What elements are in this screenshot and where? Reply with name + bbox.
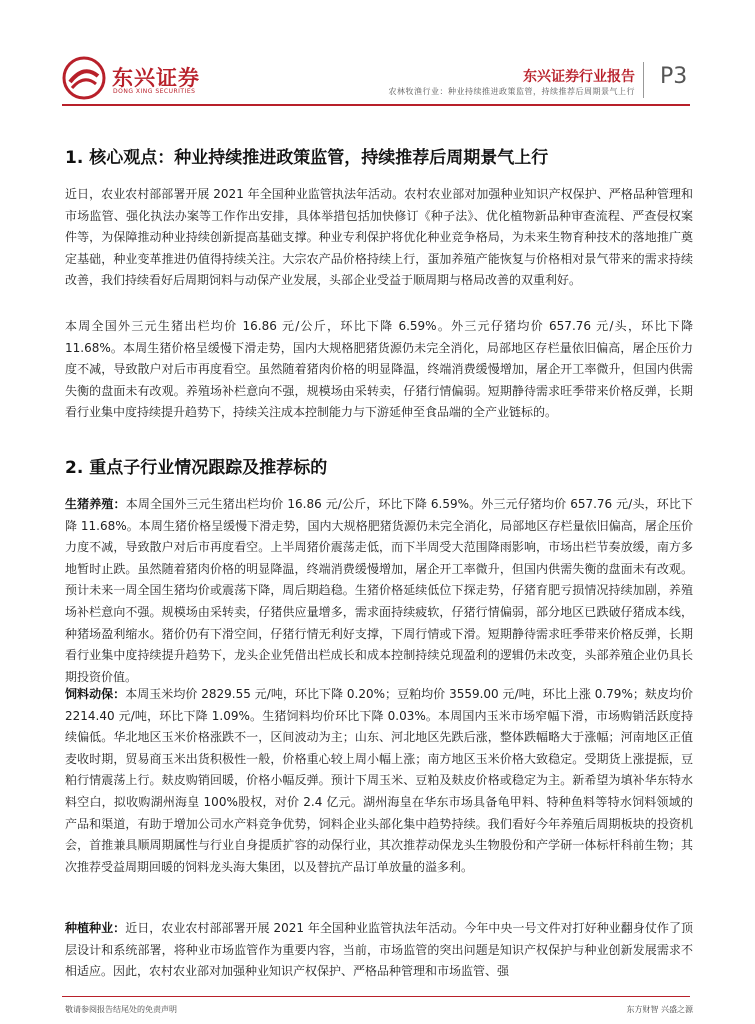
seed-industry-text: 近日，农业农村部部署开展 2021 年全国种业监管执法年活动。今年中央一号文件对打好种业翻身仗作了顶层设计和系统部署，将种业市场监管作为重要内容，当前，市场监管的突出问题是知识产权保护与种业创新发展需求不相适应。因此，农村农业部对加强种业知识产权保护、严格品种管理和市场监管、强 — [65, 921, 693, 979]
seed-industry-paragraph — [65, 918, 693, 983]
section-2-heading: 2. 重点子行业情况跟踪及推荐标的 — [65, 458, 328, 478]
footer-disclaimer: 敬请参阅报告结尾处的免责声明 — [65, 1005, 177, 1014]
logo-icon — [62, 56, 106, 100]
hog-farming-paragraph — [65, 494, 693, 688]
hog-farming-label: 生猪养殖： — [65, 497, 126, 511]
report-title: 东兴证券行业报告 — [523, 69, 635, 85]
feed-vet-paragraph — [65, 684, 693, 878]
page-number: P3 — [660, 64, 688, 89]
seed-industry-label: 种植种业： — [65, 921, 126, 935]
company-logo — [62, 56, 212, 101]
section-1-paragraph-2: 本周全国外三元生猪出栏均价 16.86 元/公斤，环比下降 6.59%。外三元仔猪均价 657.76 元/头，环比下降 11.68%。本周生猪价格呈缓慢下滑走势，国内大规格肥猪货源仍未完全消化，局部地区存栏量依旧偏高，屠企压价力度不减，导致散户对后市再度看空。虽然随着猪肉价格的明显降温，终端消费缓慢增加，屠企开工率微升，但国内供需失衡的盘面未有改观。养殖场补栏意向不强，规模场由采转卖，仔猪行情偏弱。短期静待需求旺季带来价格反弹，长期看行业集中度持续提升趋势下，持续关注成本控制能力与下游延伸至食品端的全产业链标的。 — [65, 319, 693, 420]
logo-text-cn: 东兴证券 — [112, 66, 200, 90]
footer-rule — [62, 996, 690, 997]
report-subtitle: 农林牧渔行业：种业持续推进政策监管，持续推荐后周期景气上行 — [388, 87, 635, 96]
hog-farming-text: 本周全国外三元生猪出栏均价 16.86 元/公斤，环比下降 6.59%。外三元仔猪均价 657.76 元/头，环比下降 11.68%。本周生猪价格呈缓慢下滑走势，国内大规格肥猪货源仍未完全消化，局部地区存栏量依旧偏高，屠企压价力度不减，导致散户对后市再度看空。上半周猪价震荡走低，而下半周受大范围降雨影响，市场出栏节奏放缓，南方多地暂时止跌。虽然随着猪肉价格的明显降温，终端消费缓慢增加，屠企开工率微升，但国内供需失衡的盘面未有改观。预计未来一周全国生猪均价或震荡下降，周后期趋稳。生猪价格延续低位下探走势，仔猪育肥亏损情况持续加剧，养殖场补栏意向不强。规模场由采转卖，仔猪供应量增多，需求面持续疲软，仔猪行情偏弱，部分地区已跌破仔猪成本线，种猪场盈利缩水。猪价仍有下滑空间，仔猪行情无利好支撑，下周行情或下滑。短期静待需求旺季带来价格反弹，长期看行业集中度持续提升趋势下，龙头企业凭借出栏成长和成本控制持续兑现盈利的逻辑仍未改变，头部养殖企业仍具长期投资价值。 — [65, 497, 693, 684]
header-rule — [62, 104, 690, 106]
footer-slogan: 东方财智 兴盛之源 — [626, 1005, 693, 1014]
section-1-heading: 1. 核心观点：种业持续推进政策监管，持续推荐后周期景气上行 — [65, 148, 549, 168]
section-1-paragraph-1: 近日，农业农村部部署开展 2021 年全国种业监管执法年活动。农村农业部对加强种业知识产权保护、严格品种管理和市场监管、强化执法办案等工作作出安排，具体举措包括加快修订《种子法》、优化植物新品种审查流程、严查侵权案件等，为保障推动种业持续创新提高基础支撑。种业专利保护将优化种业竞争格局，为未来生物育种技术的落地推广奠定基础，种业变革推进仍值得持续关注。大宗农产品价格持续上行，蛋加养殖产能恢复与价格相对景气带来的需求持续改善，我们持续看好后周期饲料与动保产业发展，头部企业受益于顺周期与格局改善的双重利好。 — [65, 187, 693, 288]
header-divider — [643, 62, 644, 98]
logo-text-en: DONG XING SECURITIES — [113, 88, 196, 95]
feed-vet-label: 饲料动保： — [65, 687, 126, 701]
page-header — [0, 0, 755, 110]
feed-vet-text: 本周玉米均价 2829.55 元/吨，环比下降 0.20%；豆粕均价 3559.00 元/吨，环比上涨 0.79%；麸皮均价 2214.40 元/吨，环比下降 1.09%。生猪饲料均价环比下降 0.03%。本周国内玉米市场窄幅下滑，市场购销活跃度持续偏低。华北地区玉米价格涨跌不一，区间波动为主；山东、河北地区先跌后涨，整体跌幅略大于涨幅；河南地区正值麦收时期，贸易商玉米出货积极性一般，价格重心较上周小幅上涨；南方地区玉米价格大致稳定。受期货上涨提振，豆粕行情震荡上行。麸皮购销回暖，价格小幅反弹。预计下周玉米、豆粕及麸皮价格或稳定为主。新希望为填补华东特水料空白，拟收购湖州海皇 100%股权，对价 2.4 亿元。湖州海皇在华东市场具备龟甲料、特种鱼料等特水饲料领域的产品和渠道，有助于增加公司水产料竞争优势，饲料企业头部化集中趋势持续。我们看好今年养殖后周期板块的投资机会，首推兼具顺周期属性与行业自身提质扩容的动保行业，其次推荐动保龙头生物股份和产学研一体标杆科前生物；其次推荐受益周期回暖的饲料龙头海大集团，以及替抗产品订单放量的溢多利。 — [65, 687, 693, 874]
